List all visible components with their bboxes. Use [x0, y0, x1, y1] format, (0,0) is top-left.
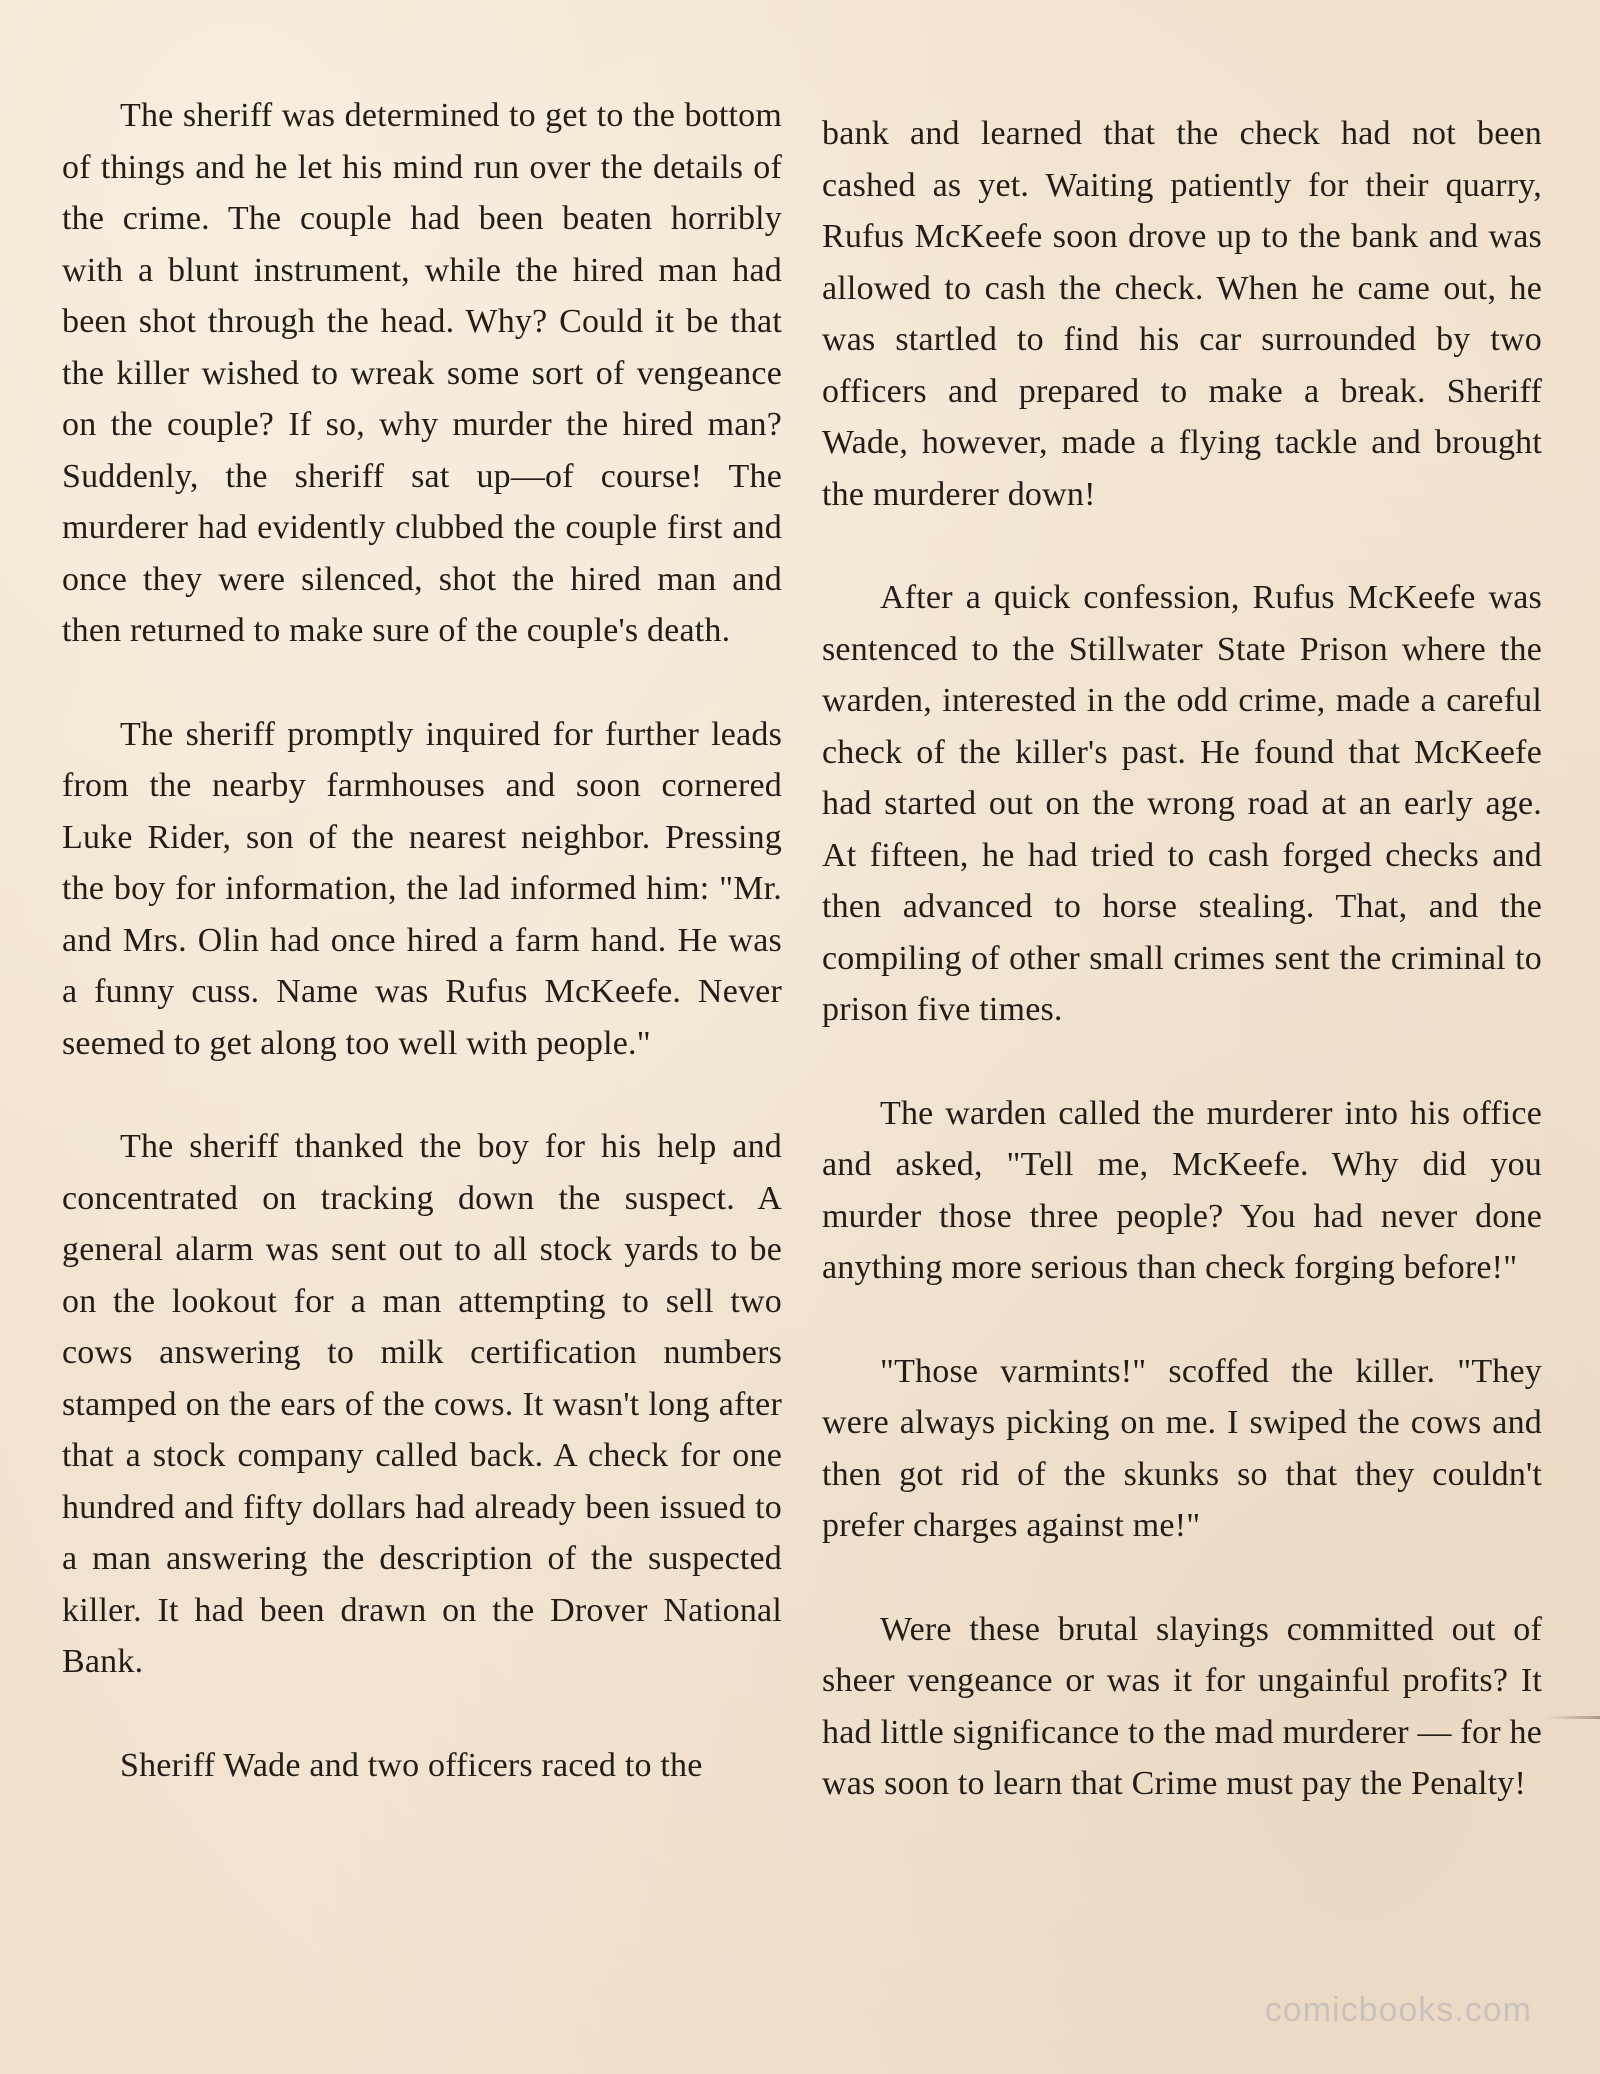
story-paragraph: "Those varmints!" scoffed the killer. "They were always picking on me. I swiped the cows and then got rid of the skunks so that they couldn't prefer charges against me!"	[822, 1352, 1542, 1544]
story-paragraph: Were these brutal slayings committed out of sheer vengeance or was it for ungainful profits? It had little significance to the mad murderer — for he was soon to learn that Crime must pay the Penalty!	[822, 1610, 1542, 1802]
story-paragraph: bank and learned that the check had not been cashed as yet. Waiting patiently for their quarry, Rufus McKeefe soon drove up to the bank and was allowed to cash the check. When he came out, he was startled to find his car surrounded by two officers and prepared to make a break. Sheriff Wade, however, made a flying tackle and brought the murderer down!	[822, 115, 1542, 513]
story-paragraph: The sheriff promptly inquired for further leads from the nearby farmhouses and soon cornered Luke Rider, son of the nearest neighbor. Pressing the boy for information, the lad informed him: "Mr. and Mrs. Olin had once hired a farm hand. He was a funny cuss. Name was Rufus McKeefe. Never seemed to get along too well with people."	[62, 715, 782, 1062]
page-fold-mark	[1546, 1716, 1600, 1719]
story-paragraph: The sheriff thanked the boy for his help and concentrated on tracking down the suspect. A general alarm was sent out to all stock yards to be on the lookout for a man attempting to sell two cows answering to milk certification numbers stamped on the ears of the cows. It wasn't long after that a stock company called back. A check for one hundred and fifty dollars had already been issued to a man answering the description of the suspected killer. It had been drawn on the Drover National Bank.	[62, 1128, 782, 1680]
left-text-column	[62, 90, 782, 1791]
story-paragraph: After a quick confession, Rufus McKeefe was sentenced to the Stillwater State Prison where the warden, interested in the odd crime, made a careful check of the killer's past. He found that McKeefe had started out on the wrong road at an early age. At fifteen, he had tried to cash forged checks and then advanced to horse stealing. That, and the compiling of other small crimes sent the criminal to prison five times.	[822, 579, 1542, 1028]
story-paragraph: The warden called the murderer into his office and asked, "Tell me, McKeefe. Why did you murder those three people? You had never done anything more serious than check forging before!"	[822, 1094, 1542, 1286]
site-watermark: comicbooks.com	[1264, 1991, 1532, 2029]
story-paragraph: Sheriff Wade and two officers raced to the	[120, 1746, 703, 1784]
story-paragraph: The sheriff was determined to get to the bottom of things and he let his mind run over the details of the crime. The couple had been beaten horribly with a blunt instrument, while the hired man had been shot through the head. Why? Could it be that the killer wished to wreak some sort of vengeance on the couple? If so, why murder the hired man? Suddenly, the sheriff sat up—of course! The murderer had evidently clubbed the couple first and once they were silenced, shot the hired man and then returned to make sure of the couple's death.	[62, 97, 782, 649]
right-text-column	[822, 108, 1542, 1810]
